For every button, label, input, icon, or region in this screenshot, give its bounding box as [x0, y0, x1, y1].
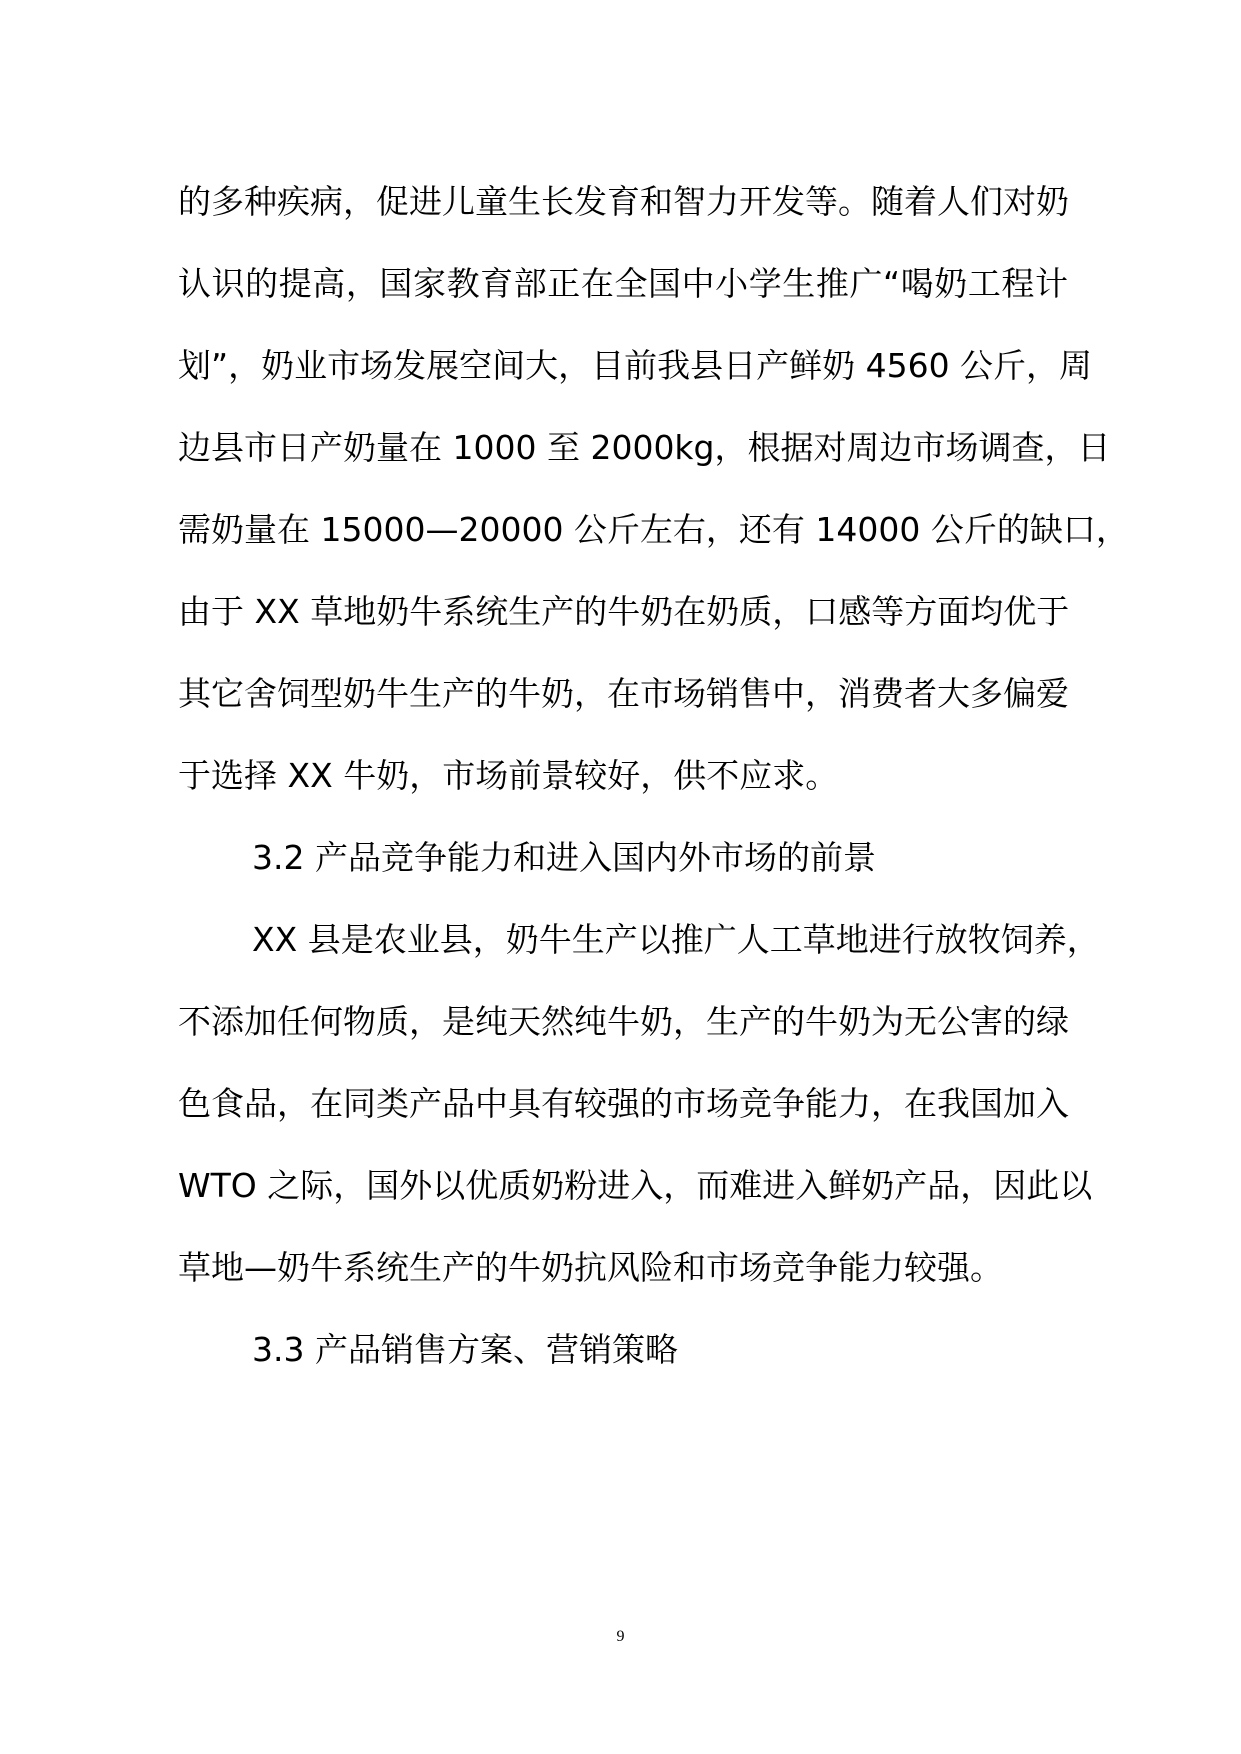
section-heading-3-3: 3.3 产品销售方案、营销策略: [252, 1330, 678, 1369]
paragraph-1-line-5: 需奶量在 15000—20000 公斤左右，还有 14000 公斤的缺口，: [178, 510, 1129, 549]
paragraph-2-line-1: XX 县是农业县，奶牛生产以推广人工草地进行放牧饲养，: [252, 920, 1100, 959]
paragraph-1-line-6: 由于 XX 草地奶牛系统生产的牛奶在奶质，口感等方面均优于: [178, 592, 1070, 631]
paragraph-1-line-3: 划”，奶业市场发展空间大，目前我县日产鲜奶 4560 公斤，周: [178, 346, 1093, 385]
paragraph-1-line-7: 其它舍饲型奶牛生产的牛奶，在市场销售中，消费者大多偏爱: [178, 674, 1069, 713]
paragraph-2-line-4: WTO 之际，国外以优质奶粉进入，而难进入鲜奶产品，因此以: [178, 1166, 1093, 1205]
section-heading-3-2: 3.2 产品竞争能力和进入国内外市场的前景: [252, 838, 876, 877]
paragraph-2-line-3: 色食品，在同类产品中具有较强的市场竞争能力，在我国加入: [178, 1084, 1069, 1123]
paragraph-1-line-2: 认识的提高，国家教育部正在全国中小学生推广“喝奶工程计: [178, 264, 1068, 303]
paragraph-1-line-8: 于选择 XX 牛奶，市场前景较好，供不应求。: [178, 756, 839, 795]
paragraph-2-line-2: 不添加任何物质，是纯天然纯牛奶，生产的牛奶为无公害的绿: [178, 1002, 1069, 1041]
paragraph-2-line-5: 草地—奶牛系统生产的牛奶抗风险和市场竞争能力较强。: [178, 1248, 1003, 1287]
paragraph-1-line-1: 的多种疾病，促进儿童生长发育和智力开发等。随着人们对奶: [178, 182, 1069, 221]
page-number: 9: [616, 1628, 625, 1645]
paragraph-1-line-4: 边县市日产奶量在 1000 至 2000kg，根据对周边市场调查，日: [178, 428, 1111, 467]
